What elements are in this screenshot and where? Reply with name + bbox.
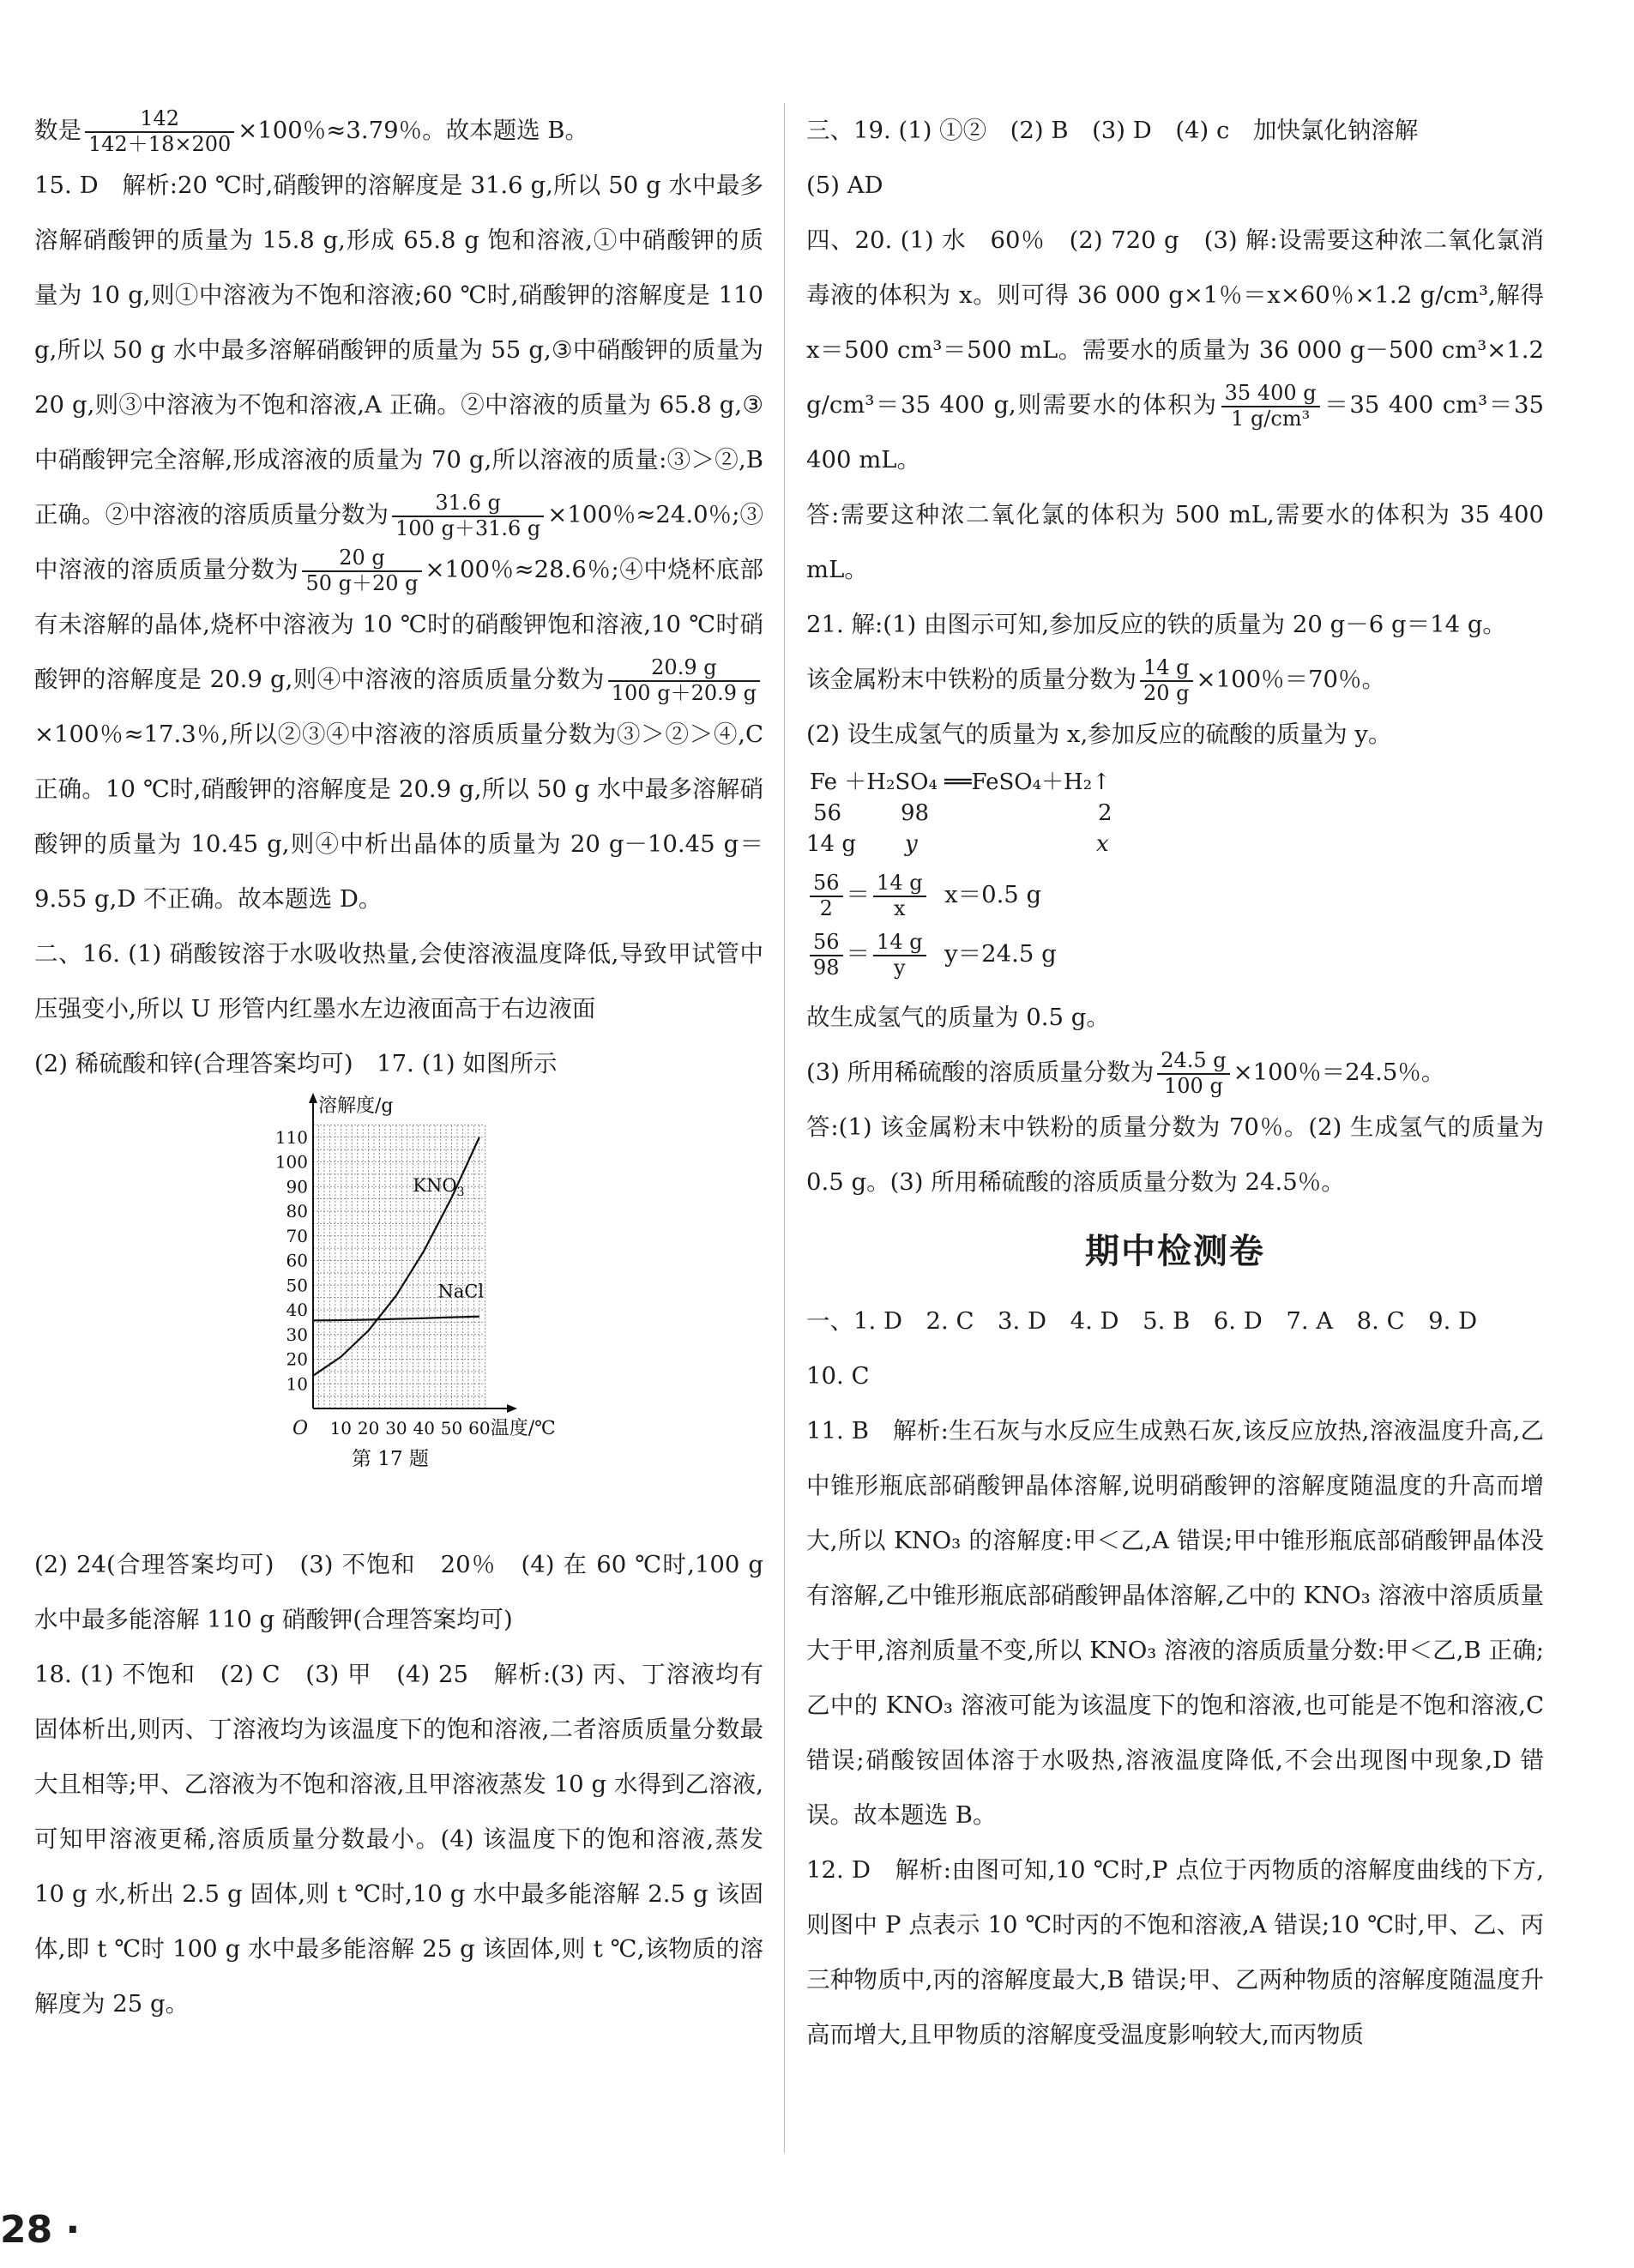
y-tick-label: 60 [286,1250,308,1271]
q15-answer: 15. D 解析:20 ℃时,硝酸钾的溶解度是 31.6 g,所以 50 g 水中最多溶解硝酸钾的质量为 15.8 g,形成 65.8 g 饱和溶液,①中硝酸钾的质量为 10 g,则①中溶液为不饱和溶液;60 ℃时,硝酸钾的溶解度是 110 g,所以 50 g 水中最多溶解硝酸钾的质量为 55 g,③中硝酸钾的质量为 20 g,则③中溶液为不饱和溶液,A 正确。②中溶液的质量为 65.8 g,③中硝酸钾完全溶解,形成溶液的质量为 70 g,所以溶液的质量:③＞②,B 正确。②中溶液的溶质质量分数为 $\frac{31.6 g}{100 g+31.6 g}$ ×100％≈24.0％;③中溶液的溶质质量分数为 $\frac{20 g}{50 g+20 g}$ ×100％≈28.6％;④中烧杯底部有未溶解的晶体,烧杯中溶液为 10 ℃时的硝酸钾饱和溶液,10 ℃时硝酸钾的溶解度是 20.9 g,则④中溶液的溶质质量分数为 $\frac{20.9 g}{100 g+20.9 g}$ ×100％≈17.3％,所以②③④中溶液的溶质质量分数为③＞②＞④,C 正确。10 ℃时,硝酸钾的溶解度是 20.9 g,所以 50 g 水中最多溶解硝酸钾的质量为 10.45 g,则④中析出晶体的质量为 20 g－10.45 g＝9.55 g,D 不正确。故本题选 D。 [34,172,763,913]
fraction: $\frac{14 g}{20 g}$ [1140,656,1193,705]
origin-label: O [292,1418,309,1439]
fraction: $\frac{142}{142+18\times 200}$ [85,107,234,156]
q21-part2: (2) 设生成氢气的质量为 x,参加反应的硫酸的质量为 y。 [806,721,1392,748]
column-divider [784,103,785,2153]
equation-value: 14 g [806,831,856,857]
y-tick-label: 90 [286,1176,308,1197]
q18-answer: 18. (1) 不饱和 (2) C (3) 甲 (4) 25 解析:(3) 丙、丁溶液均有固体析出,则丙、丁溶液均为该温度下的饱和溶液,二者溶质质量分数最大且相等;甲、乙溶液为不饱和溶液,且甲溶液蒸发 10 g 水得到乙溶液,可知甲溶液更稀,溶质质量分数最小。(4) 该温度下的饱和溶液,蒸发 10 g 水,析出 2.5 g 固体,则 t ℃时,10 g 水中最多能溶解 2.5 g 该固体,即 t ℃时 100 g 水中最多能溶解 25 g 该固体,则 t ℃,该物质的溶解度为 25 g。 [34,1661,763,2018]
mc-answers: 一、1. D 2. C 3. D 4. D 5. B 6. D 7. A 8. C 9. D [806,1307,1478,1336]
q16-answer: 二、16. (1) 硝酸铵溶于水吸收热量,会使溶液温度降低,导致甲试管中压强变小,所以 U 形管内红墨水左边液面高于右边液面 [34,940,763,1022]
y-tick-label: 70 [286,1225,308,1246]
equation-line: Fe ＋H₂SO₄ ══FeSO₄＋H₂↑ [810,769,1111,795]
y-tick-label: 40 [286,1300,308,1320]
equation-coef: 98 [901,800,930,826]
y-axis-arrow [309,1093,317,1103]
q12-answer: 12. D 解析:由图可知,10 ℃时,P 点位于丙物质的溶解度曲线的下方,则图中 P 点表示 10 ℃时丙的不饱和溶液,A 错误;10 ℃时,甲、乙、丙三种物质中,丙的溶解度最大,B 错误;甲、乙两种物质的溶解度随温度升高而增大,且甲物质的溶解度受温度影响较大,而丙物质 [806,1856,1544,2049]
left-column [34,103,763,2031]
right-column [806,103,1544,2062]
fraction: $\frac{14 g}{x}$ [873,872,926,920]
chart-caption: 第 17 题 [352,1448,429,1470]
fraction: $\frac{56}{2}$ [810,872,843,920]
fraction: $\frac{14 g}{y}$ [873,931,926,980]
series-label-kno3: $KNO_3$ [413,1175,465,1199]
q20-conclusion: 答:需要这种浓二氧化氯的体积为 500 mL,需要水的体积为 35 400 mL。 [806,501,1544,583]
x-tick-label: 30 [385,1418,407,1439]
x-tick-label: 60 [468,1418,491,1439]
x-tick-label: 20 [357,1418,380,1439]
q19-answer-cont: (5) AD [806,172,883,199]
q21-part1-result: 该金属粉末中铁粉的质量分数为 $\frac{14 g}{20 g}$ ×100％＝70％。 [806,654,1386,705]
y-tick-label: 20 [286,1348,308,1370]
page-number: 28 · [0,2208,81,2252]
fraction: $\frac{20.9 g}{100 g+20.9 g}$ [608,656,760,705]
fraction: $\frac{31.6 g}{100 g+31.6 g}$ [392,492,544,540]
x-axis-label: 温度/℃ [490,1418,556,1439]
q16-17-answer: (2) 稀硫酸和锌(合理答案均可) 17. (1) 如图所示 [34,1050,558,1077]
x-tick-label: 40 [413,1418,435,1439]
q19-answer: 三、19. (1) ①② (2) B (3) D (4) c 加快氯化钠溶解 [806,117,1419,144]
q20-answer: 四、20. (1) 水 60％ (2) 720 g (3) 解:设需要这种浓二氧化氯消毒液的体积为 x。则可得 36 000 g×1％＝x×60％×1.2 g/cm³,解得 x＝500 cm³＝500 mL。需要水的质量为 36 000 g－500 cm³×1.2 g/cm³＝35 400 g,则需要水的体积为 $\frac{35 400 g}{\text{1 g/cm³}}$ ＝35 400 cm³＝35 400 mL。 [806,226,1544,474]
fraction: $\frac{20 g}{50 g+20 g}$ [302,546,421,595]
equation-variable: x [1096,831,1109,857]
y-tick-label: 10 [286,1373,308,1395]
y-tick-label: 80 [286,1201,308,1221]
equation-coef: 2 [1098,800,1112,826]
series-label-nacl: NaCl [437,1281,485,1302]
chemical-equation [806,767,1544,860]
q21-conclusion: 答:(1) 该金属粉末中铁粉的质量分数为 70％。(2) 生成氢气的质量为 0.5 g。(3) 所用稀硫酸的溶质质量分数为 24.5％。 [806,1113,1544,1197]
fraction: $\frac{35 400 g}{\text{1 g/cm³}}$ [1221,382,1320,431]
x-axis-arrow [507,1404,517,1413]
ratio-equation-1: $\frac{56}{2}$ ＝ $\frac{14 g}{x}$ x＝0.5 g [806,872,1544,920]
y-tick-label: 50 [286,1275,308,1296]
y-tick-label: 110 [274,1126,308,1148]
series-line-nacl [313,1317,479,1321]
q21-part3: (3) 所用稀硫酸的溶质质量分数为 $\frac{24.5 g}{100 g}$ ×100％＝24.5％。 [806,1048,1445,1098]
equation-coef: 56 [813,800,842,826]
solubility-chart-svg [262,1091,556,1537]
q21-hydrogen-result: 故生成氢气的质量为 0.5 g。 [806,1004,1110,1032]
equation-variable: y [905,831,918,857]
q21-part1: 21. 解:(1) 由图示可知,参加反应的铁的质量为 20 g－6 g＝14 g。 [806,611,1506,638]
q11-answer: 11. B 解析:生石灰与水反应生成熟石灰,该反应放热,溶液温度升高,乙中锥形瓶底部硝酸钾晶体溶解,说明硝酸钾的溶解度随温度的升高而增大,所以 KNO₃ 的溶解度:甲＜乙,A 错误;甲中锥形瓶底部硝酸钾晶体没有溶解,乙中锥形瓶底部硝酸钾晶体溶解,乙中的 KNO₃ 溶液中溶质质量大于甲,溶剂质量不变,所以 KNO₃ 溶液的溶质质量分数:甲＜乙,B 正确;乙中的 KNO₃ 溶液可能为该温度下的饱和溶液,也可能是不饱和溶液,C 错误;硝酸铵固体溶于水吸热,溶液温度降低,不会出现图中现象,D 错误。故本题选 B。 [806,1417,1544,1830]
x-tick-label: 50 [440,1418,463,1439]
section-title: 期中检测卷 [1085,1232,1265,1272]
fraction: $\frac{24.5 g}{100 g}$ [1157,1049,1229,1098]
y-tick-label: 30 [286,1324,308,1345]
y-tick-label: 100 [274,1151,308,1173]
x-tick-label: 10 [329,1418,353,1439]
y-axis-label: 溶解度/g [318,1095,394,1117]
q17-answer: (2) 24(合理答案均可) (3) 不饱和 20％ (4) 在 60 ℃时,100 g 水中最多能溶解 110 g 硝酸钾(合理答案均可) [34,1551,763,1633]
fraction: $\frac{56}{98}$ [810,931,843,980]
solubility-chart [34,1091,763,1537]
ratio-equation-2: $\frac{56}{98}$ ＝ $\frac{14 g}{y}$ y＝24.5 g [806,931,1544,980]
mc-answers-cont: 10. C [806,1362,870,1390]
q14-tail: 数是 $\frac{142}{142+18\times 200}$ ×100％≈3.79％。故本题选 B。 [34,106,589,156]
